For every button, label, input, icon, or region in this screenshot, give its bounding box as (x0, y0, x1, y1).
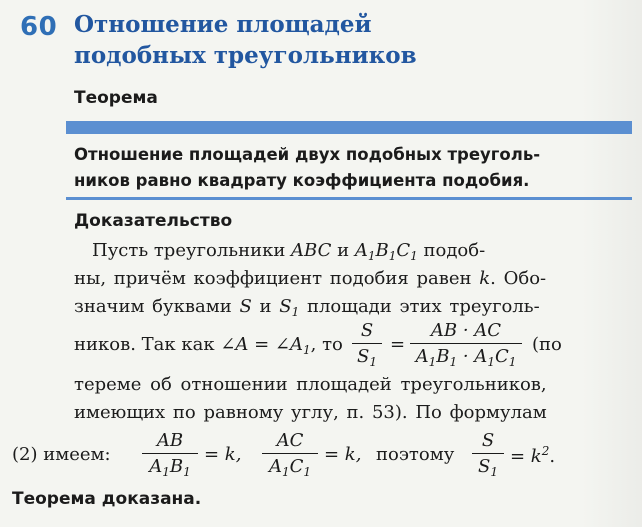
theorem-line2: ников равно квадрату коэффициента подобия. (74, 171, 530, 190)
page-bleed-texture (582, 0, 642, 527)
fraction-numerator: AB · AC (430, 320, 502, 341)
proof-line-7: (2) имеем: (12, 444, 111, 465)
proof-text: и (331, 240, 355, 261)
proof-label: Доказательство (74, 211, 233, 231)
section-title-line2: подобных треугольников (74, 42, 417, 69)
fraction-denominator: $A_1C_1$ (268, 456, 312, 479)
section-title-line1: Отношение площадей (74, 11, 372, 38)
proof-line-5: тереме об отношении площадей треугольников, (74, 374, 547, 395)
fraction-denominator: $A_1B_1$ (149, 456, 191, 479)
fraction-numerator: AC (276, 430, 304, 451)
theorem-proved: Теорема доказана. (12, 489, 202, 509)
proof-text: . Обо- (490, 268, 547, 289)
coef-k: k (479, 268, 491, 289)
proof-text: ников. Так как ∠ (74, 334, 236, 355)
fraction-ratio-sides (410, 320, 522, 369)
angle-a: A (235, 334, 249, 355)
proof-text: (по (532, 334, 562, 355)
proof-line-6: имеющих по равному углу, п. 53). По формулам (74, 402, 547, 423)
proof-line-2 (74, 268, 546, 289)
equals-sign: = (390, 334, 406, 355)
proof-text: ны, причём коэффициент подобия равен (74, 268, 480, 289)
fraction-ac-over-a1c1 (262, 430, 318, 479)
equals-k-squared: = $k^2$. (510, 444, 556, 467)
area-s1: $S_1$ (279, 296, 300, 319)
fraction-numerator: S (481, 430, 495, 451)
area-s: S (239, 296, 252, 317)
fraction-numerator: S (360, 320, 374, 341)
fraction-numerator: AB (156, 430, 184, 451)
proof-text: , то (310, 334, 343, 355)
theorem-statement (74, 142, 626, 194)
theorem-band (66, 121, 632, 134)
proof-text: Пусть треугольники (92, 240, 292, 261)
proof-text: и (251, 296, 280, 317)
angle-a1: $A_1$ (290, 334, 311, 357)
section-number: 60 (20, 12, 58, 42)
proof-text: = ∠ (248, 334, 291, 355)
proof-line-4 (74, 334, 343, 357)
proof-line-1 (92, 240, 485, 263)
proof-text: значим буквами (74, 296, 240, 317)
fraction-s-over-s1 (472, 430, 504, 479)
proof-text: поэтому (376, 444, 455, 465)
fraction-denominator: $S_1$ (478, 456, 498, 479)
fraction-denominator: $S_1$ (357, 346, 377, 369)
proof-line-3 (74, 296, 540, 319)
section-title (74, 9, 554, 71)
triangle-abc: ABC (291, 240, 332, 261)
triangle-a1b1c1: $A_1B_1C_1$ (354, 240, 418, 263)
theorem-line1: Отношение площадей двух подобных треуголь- (74, 145, 541, 164)
proof-text: площади этих треуголь- (299, 296, 540, 317)
fraction-denominator: $A_1B_1 \cdot A_1C_1$ (415, 346, 517, 369)
fraction-s-over-s1 (352, 320, 382, 369)
equals-k: = k, (324, 444, 362, 465)
equals-k: = k, (204, 444, 242, 465)
proof-text: подоб- (417, 240, 486, 261)
fraction-ab-over-a1b1 (142, 430, 198, 479)
theorem-label: Теорема (74, 88, 158, 108)
